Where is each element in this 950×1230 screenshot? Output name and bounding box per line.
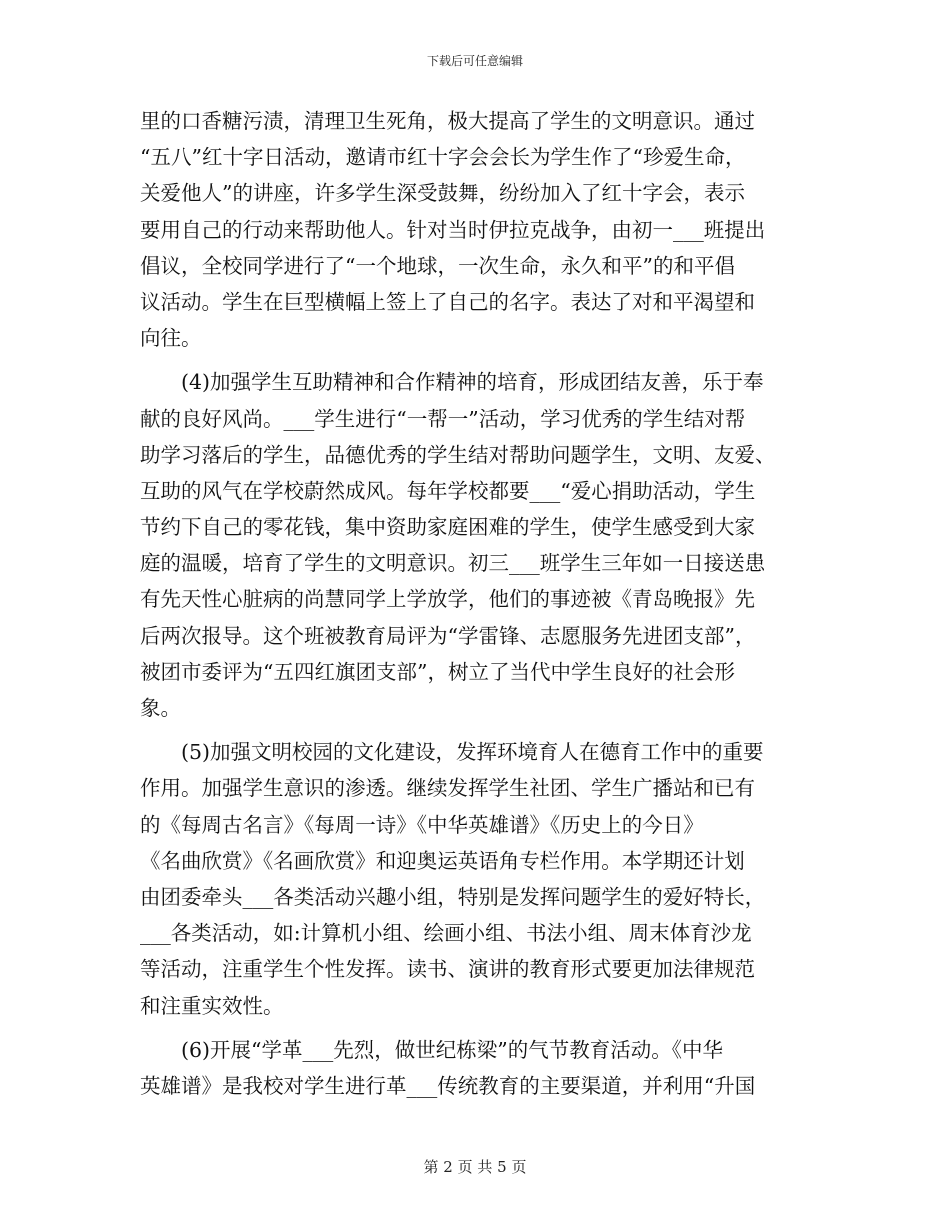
page-header: 下载后可任意编辑 (426, 54, 523, 68)
text-line: 互助的风气在学校蔚然成风。每年学校都要___“爱心捐助活动，学生 (140, 478, 756, 503)
text-line: 的《每周古名言》《每周一诗》《中华英雄谱》《历史上的今日》 (140, 812, 704, 837)
text-line: 英雄谱》是我校对学生进行革___传统教育的主要渠道，并利用“升国 (140, 1073, 756, 1098)
text-line: 等活动，注重学生个性发挥。读书、演讲的教育形式要更加法律规范 (140, 957, 755, 982)
text-line: 由团委牵头___各类活动兴趣小组，特别是发挥问题学生的爱好特长， (140, 884, 766, 909)
text-line: 议活动。学生在巨型横幅上签上了自己的名字。表达了对和平渴望和 (140, 289, 755, 314)
text-line: 向往。 (140, 326, 202, 351)
text-line: 献的良好风尚。___学生进行“一帮一”活动，学习优秀的学生结对帮 (140, 406, 746, 431)
text-line: 节约下自己的零花钱，集中资助家庭困难的学生，使学生感受到大家 (140, 515, 755, 540)
text-line: 后两次报导。这个班被教育局评为“学雷锋、志愿服务先进团支部”， (140, 623, 756, 648)
text-line: 要用自己的行动来帮助他人。针对当时伊拉克战争，由初一___班提出 (140, 217, 766, 242)
text-line: 作用。加强学生意识的渗透。继续发挥学生社团、学生广播站和已有 (140, 776, 755, 801)
paragraph-first-line: (6)开展“学革___先烈，做世纪栋梁”的气节教育活动。《中华 (181, 1037, 723, 1062)
text-line: 《名曲欣赏》《名画欣赏》和迎奥运英语角专栏作用。本学期还计划 (140, 848, 745, 873)
text-line: 倡议，全校同学进行了“一个地球，一次生命，永久和平”的和平倡 (140, 253, 735, 278)
text-line: 被团市委评为“五四红旗团支部”，树立了当代中学生良好的社会形 (140, 659, 735, 684)
text-line: 庭的温暖，培育了学生的文明意识。初三___班学生三年如一日接送患 (140, 551, 766, 576)
text-line: ___各类活动，如:计算机小组、绘画小组、书法小组、周末体育沙龙 (140, 921, 752, 946)
text-line: “五八”红十字日活动，邀请市红十字会会长为学生作了“珍爱生命， (140, 145, 746, 170)
paragraph-first-line: (5)加强文明校园的文化建设，发挥环境育人在德育工作中的重要 (181, 740, 764, 765)
paragraph-first-line: (4)加强学生互助精神和合作精神的培育，形成团结友善，乐于奉 (181, 370, 764, 395)
text-line: 关爱他人”的讲座，许多学生深受鼓舞，纷纷加入了红十字会，表示 (140, 181, 745, 206)
text-line: 和注重实效性。 (140, 993, 284, 1018)
text-line: 助学习落后的学生，品德优秀的学生结对帮助问题学生，文明、友爱、 (140, 442, 776, 467)
page-number: 第 2 页 共 5 页 (423, 1158, 527, 1176)
text-line: 象。 (140, 696, 181, 720)
document-body (140, 103, 810, 1104)
text-line: 有先天性心脏病的尚慧同学上学放学，他们的事迹被《青岛晚报》先 (140, 587, 755, 612)
text-line: 里的口香糖污渍，清理卫生死角，极大提高了学生的文明意识。通过 (140, 109, 755, 133)
